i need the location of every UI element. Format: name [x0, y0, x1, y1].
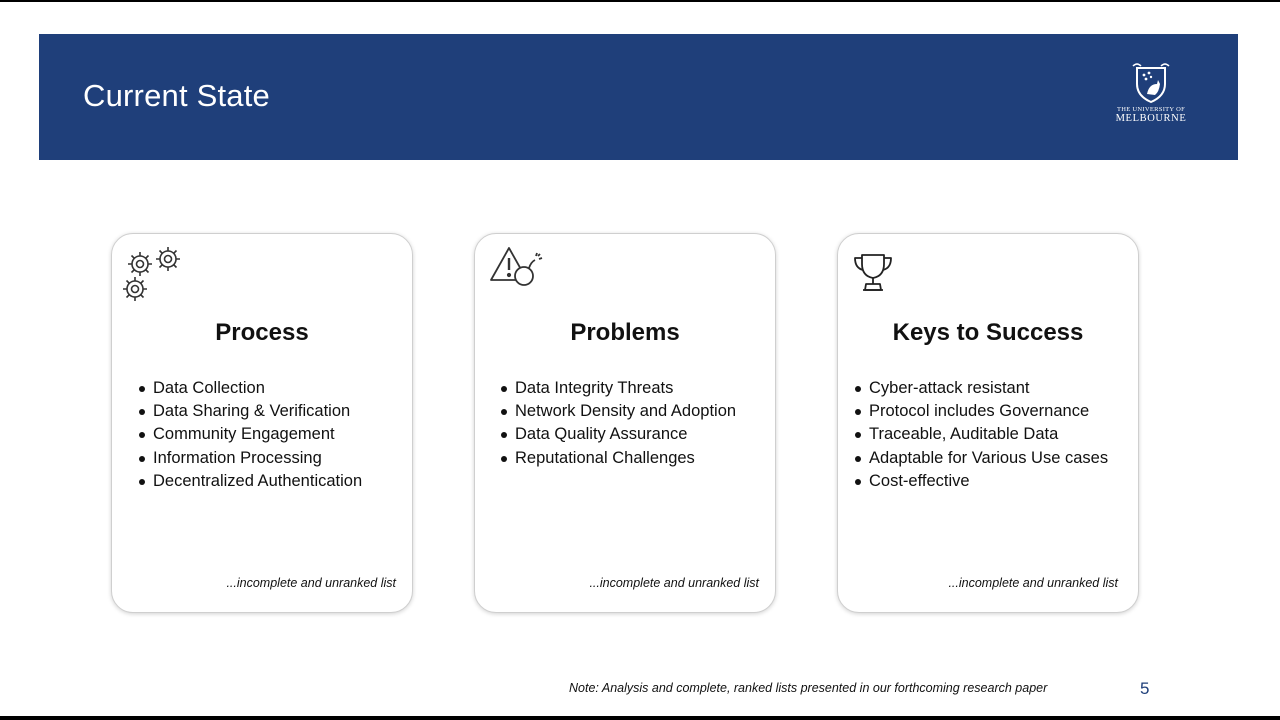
list-item: Data Integrity Threats: [501, 377, 736, 400]
logo-line-1: THE UNIVERSITY OF: [1116, 106, 1186, 113]
warning-bomb-icon: [487, 244, 543, 290]
card-title: Keys to Success: [892, 319, 1084, 346]
list-item: Cyber-attack resistant: [855, 377, 1108, 400]
list-item: Decentralized Authentication: [139, 470, 362, 493]
logo-line-2: MELBOURNE: [1115, 113, 1187, 124]
card-footnote: ...incomplete and unranked list: [589, 576, 759, 590]
bullet-list: [501, 377, 736, 470]
problems-card: [474, 233, 776, 613]
card-footnote: ...incomplete and unranked list: [226, 576, 396, 590]
slide-title: Current State: [83, 78, 270, 113]
card-title: Process: [215, 319, 309, 346]
keys-to-success-card: [837, 233, 1139, 613]
top-border: [0, 0, 1280, 2]
bottom-border: [0, 716, 1280, 720]
crest-icon: [1131, 62, 1171, 104]
university-logo: [1114, 62, 1188, 134]
list-item: Data Quality Assurance: [501, 423, 736, 446]
footnote: Note: Analysis and complete, ranked lists presented in our forthcoming research paper: [569, 681, 1048, 695]
trophy-icon: [851, 252, 895, 294]
list-item: Protocol includes Governance: [855, 400, 1108, 423]
process-card: [111, 233, 413, 613]
list-item: Information Processing: [139, 447, 362, 470]
list-item: Community Engagement: [139, 423, 362, 446]
list-item: Traceable, Auditable Data: [855, 423, 1108, 446]
list-item: Data Collection: [139, 377, 362, 400]
card-footnote: ...incomplete and unranked list: [948, 576, 1118, 590]
card-title: Problems: [570, 319, 680, 346]
list-item: Network Density and Adoption: [501, 400, 736, 423]
list-item: Data Sharing & Verification: [139, 400, 362, 423]
bullet-list: [855, 377, 1108, 493]
page-number: 5: [1140, 679, 1150, 698]
gears-icon: [118, 242, 194, 306]
title-banner: [39, 34, 1238, 160]
list-item: Cost-effective: [855, 470, 1108, 493]
bullet-list: [139, 377, 362, 493]
list-item: Reputational Challenges: [501, 447, 736, 470]
list-item: Adaptable for Various Use cases: [855, 447, 1108, 470]
